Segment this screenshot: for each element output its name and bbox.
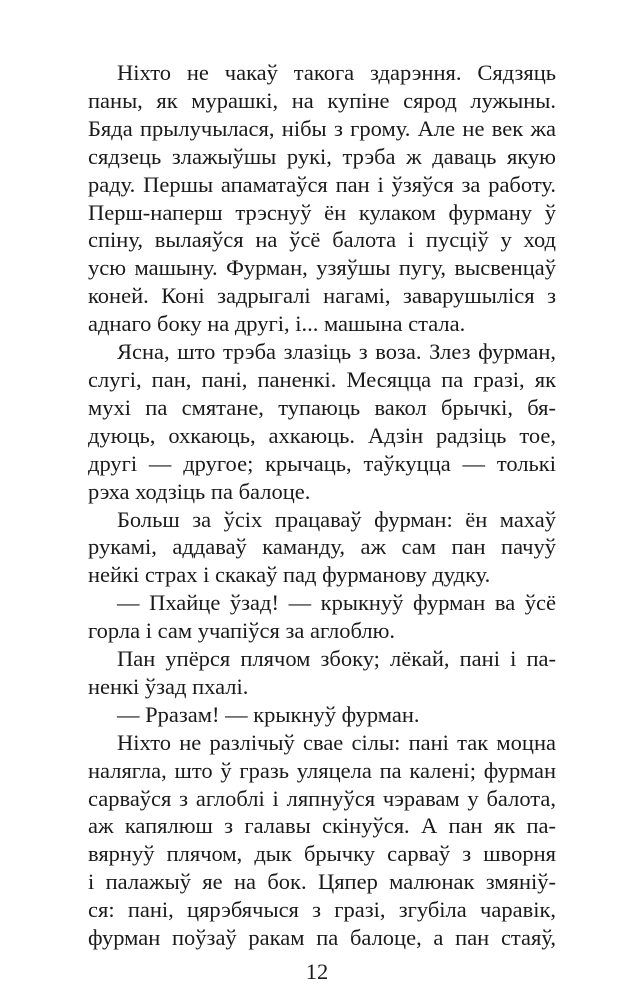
text-line: Пан упёрся плячом збоку; лёкай, пані і па- bbox=[117, 646, 556, 672]
text-line: налягла, што ў гразь уляцела па калені; фурман bbox=[88, 757, 556, 783]
text-line: сарваўся з аглоблі і ляпнуўся чэравам у балота, bbox=[88, 785, 556, 811]
text-line: ся: пані, цярэбячыся з гразі, згубіла чаравік, bbox=[88, 897, 556, 923]
text-line: Бяда прылучылася, нібы з грому. Але не век жа bbox=[88, 115, 556, 141]
text-line: рукамі, аддаваў каманду, аж сам пан пачуў bbox=[88, 534, 556, 560]
text-line: спіну, вылаяўся на ўсё балота і пусціў у ход bbox=[88, 227, 556, 253]
text-line: Ніхто не чакаў такога здарэння. Сядзяць bbox=[117, 60, 556, 85]
text-line: рэха ходзіць па балоце. bbox=[88, 478, 311, 504]
text-line: ненкі ўзад пхалі. bbox=[88, 673, 249, 699]
text-line: Перш-наперш трэснуў ён кулаком фурману ў bbox=[88, 199, 556, 225]
text-line: коней. Коні задрыгалі нагамі, заварушыліся з bbox=[88, 283, 556, 309]
page-number: 12 bbox=[305, 959, 329, 984]
text-line: Больш за ўсіх працаваў фурман: ён махаў bbox=[117, 506, 556, 532]
text-line: аж капялюш з галавы скінуўся. А пан як па- bbox=[88, 813, 556, 839]
text-line: фурман поўзаў ракам па балоце, а пан стаяў, bbox=[88, 925, 556, 951]
text-line: — Рразам! — крыкнуў фурман. bbox=[117, 701, 420, 727]
text-line: усю машыну. Фурман, узяўшы пугу, высвенцаў bbox=[88, 255, 556, 281]
text-line: Ясна, што трэба злазіць з воза. Злез фурман, bbox=[117, 339, 556, 365]
text-line: слугі, пан, пані, паненкі. Месяцца па гразі, як bbox=[88, 366, 556, 392]
text-line: аднаго боку на другі, і... машына стала. bbox=[88, 311, 466, 337]
text-line: мухі па смятане, тупаюць вакол брычкі, бя- bbox=[88, 394, 556, 420]
text-line: раду. Першы апаматаўся пан і ўзяўся за работу. bbox=[88, 171, 556, 197]
text-line: вярнуў плячом, дык брычку сарваў з шворня bbox=[88, 841, 556, 867]
text-line: — Пхайце ўзад! — крыкнуў фурман ва ўсё bbox=[117, 590, 556, 616]
text-line: другі — другое; крычаць, таўкуцца — толькі bbox=[88, 450, 556, 476]
text-line: Ніхто не разлічыў свае сілы: пані так моцна bbox=[117, 729, 556, 755]
text-line: нейкі страх і скакаў пад фурманову дудку. bbox=[88, 562, 491, 588]
text-line: сядзець злажыўшы рукі, трэба ж даваць якую bbox=[88, 143, 556, 169]
text-line: дуюць, охкаюць, ахкаюць. Адзін радзіць тое, bbox=[88, 422, 556, 448]
text-line: паны, як мурашкі, на купіне сярод лужыны. bbox=[88, 87, 556, 113]
text-line: і палажыў яе на бок. Цяпер малюнак змяніў- bbox=[88, 869, 556, 895]
text-line: горла і сам учапіўся за аглоблю. bbox=[88, 618, 396, 644]
